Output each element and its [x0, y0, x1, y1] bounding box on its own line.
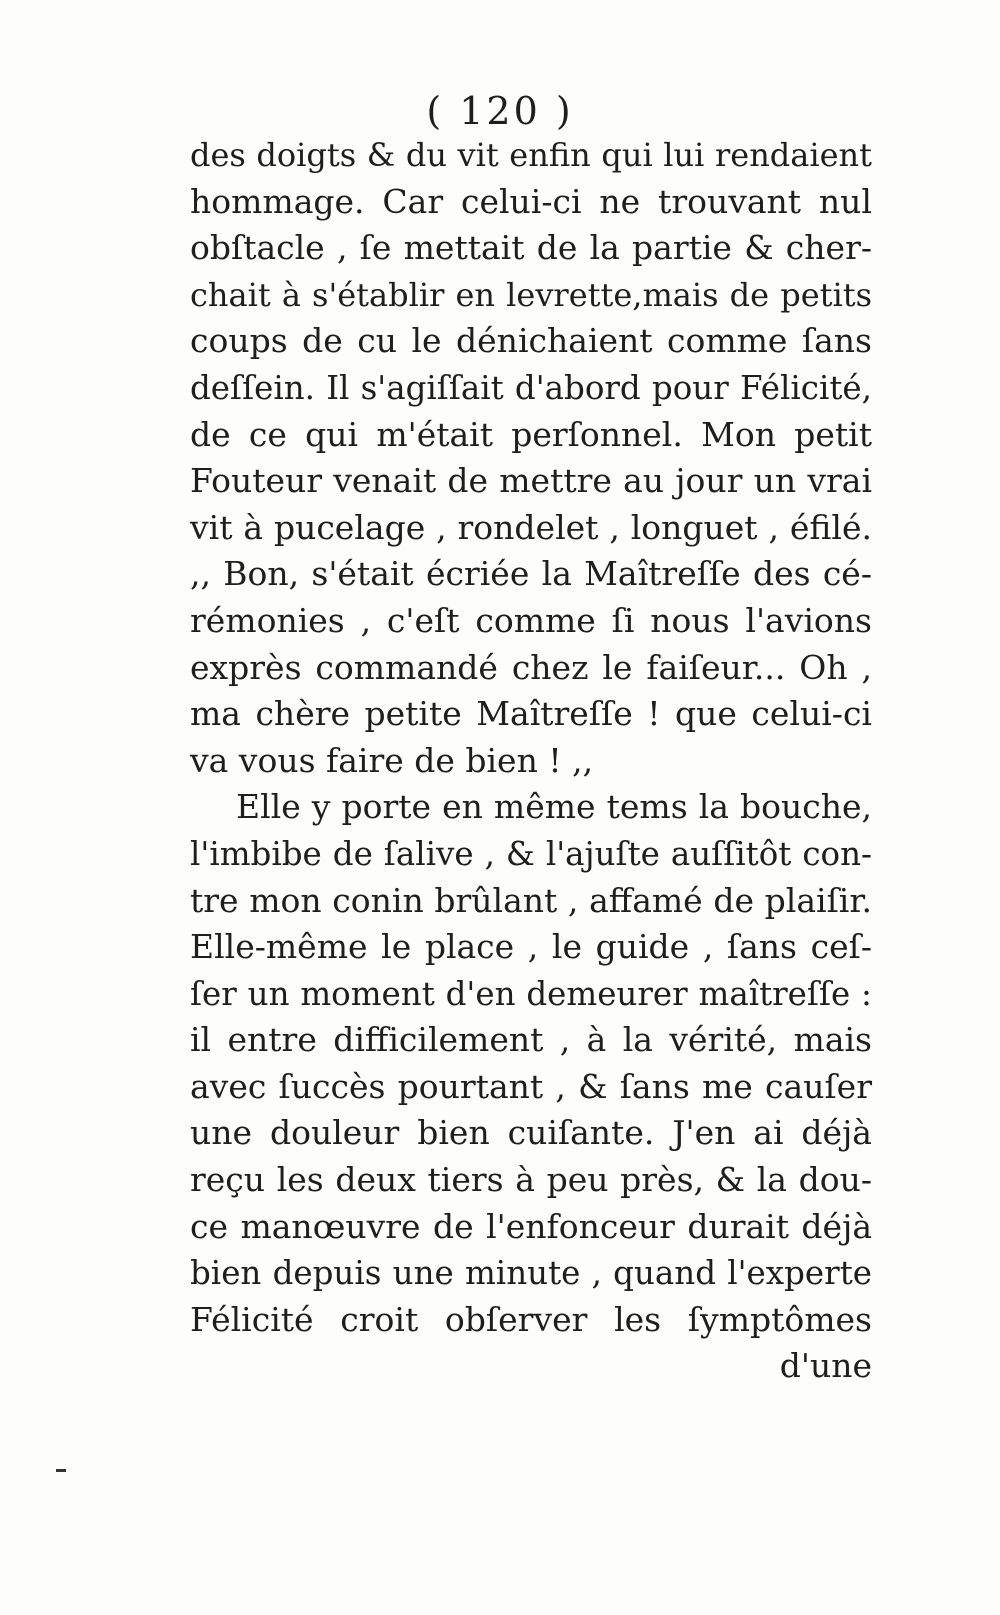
text-line: exprès commandé chez le faiſeur... Oh ,: [190, 647, 872, 687]
text-line: deſſein. Il s'agiſſait d'abord pour Félicité,: [190, 368, 872, 407]
text-line: Elle-même le place , le guide , ſans ceſ-: [190, 927, 872, 967]
text-line: chait à s'établir en levrette,mais de petits: [190, 275, 872, 314]
text-line: ſer un moment d'en demeurer maîtreſſe :: [190, 974, 872, 1013]
text-line: Félicité croit obſerver les ſymptômes: [190, 1299, 872, 1339]
text-line: hommage. Car celui-ci ne trouvant nul: [190, 181, 872, 221]
text-line: reçu les deux tiers à peu près, & la dou-: [190, 1160, 872, 1200]
text-line: tre mon conin brûlant , affamé de plaiſir.: [190, 880, 872, 920]
text-line: rémonies , c'eſt comme ſi nous l'avions: [190, 600, 872, 640]
text-line: bien depuis une minute , quand l'experte: [190, 1254, 872, 1293]
text-line: coups de cu le dénichaient comme ſans: [190, 321, 872, 361]
page-number: ( 120 ): [426, 89, 574, 133]
text-line: ,, Bon, s'était écriée la Maîtreſſe des cé-: [190, 554, 872, 594]
text-line: vit à pucelage , rondelet , longuet , éfilé.: [190, 507, 872, 547]
text-line: des doigts & du vit enfin qui lui rendaient: [190, 136, 872, 174]
text-line: avec ſuccès pourtant , & ſans me cauſer: [190, 1066, 872, 1106]
text-line: de ce qui m'était perſonnel. Mon petit: [190, 414, 872, 454]
text-line: il entre difficilement , à la vérité, mais: [190, 1020, 872, 1060]
text-line: l'imbibe de ſalive , & l'ajuſte auſſitôt con-: [190, 834, 872, 873]
catchword: d'une: [779, 1346, 872, 1385]
text-line: ce manœuvre de l'enfonceur durait déjà: [190, 1206, 872, 1246]
paragraph-start-line: Elle y porte en même tems la bouche,: [236, 787, 872, 827]
text-line: va vous faire de bien ! ,,: [190, 740, 594, 780]
text-line: ma chère petite Maîtreſſe ! que celui-ci: [190, 694, 872, 734]
text-line: obſtacle , ſe mettait de la partie & cher-: [190, 228, 872, 268]
text-line: Fouteur venait de mettre au jour un vrai: [190, 461, 872, 501]
body-text: [190, 132, 872, 1343]
margin-mark: [56, 1469, 66, 1472]
text-line: une douleur bien cuiſante. J'en ai déjà: [190, 1113, 872, 1153]
